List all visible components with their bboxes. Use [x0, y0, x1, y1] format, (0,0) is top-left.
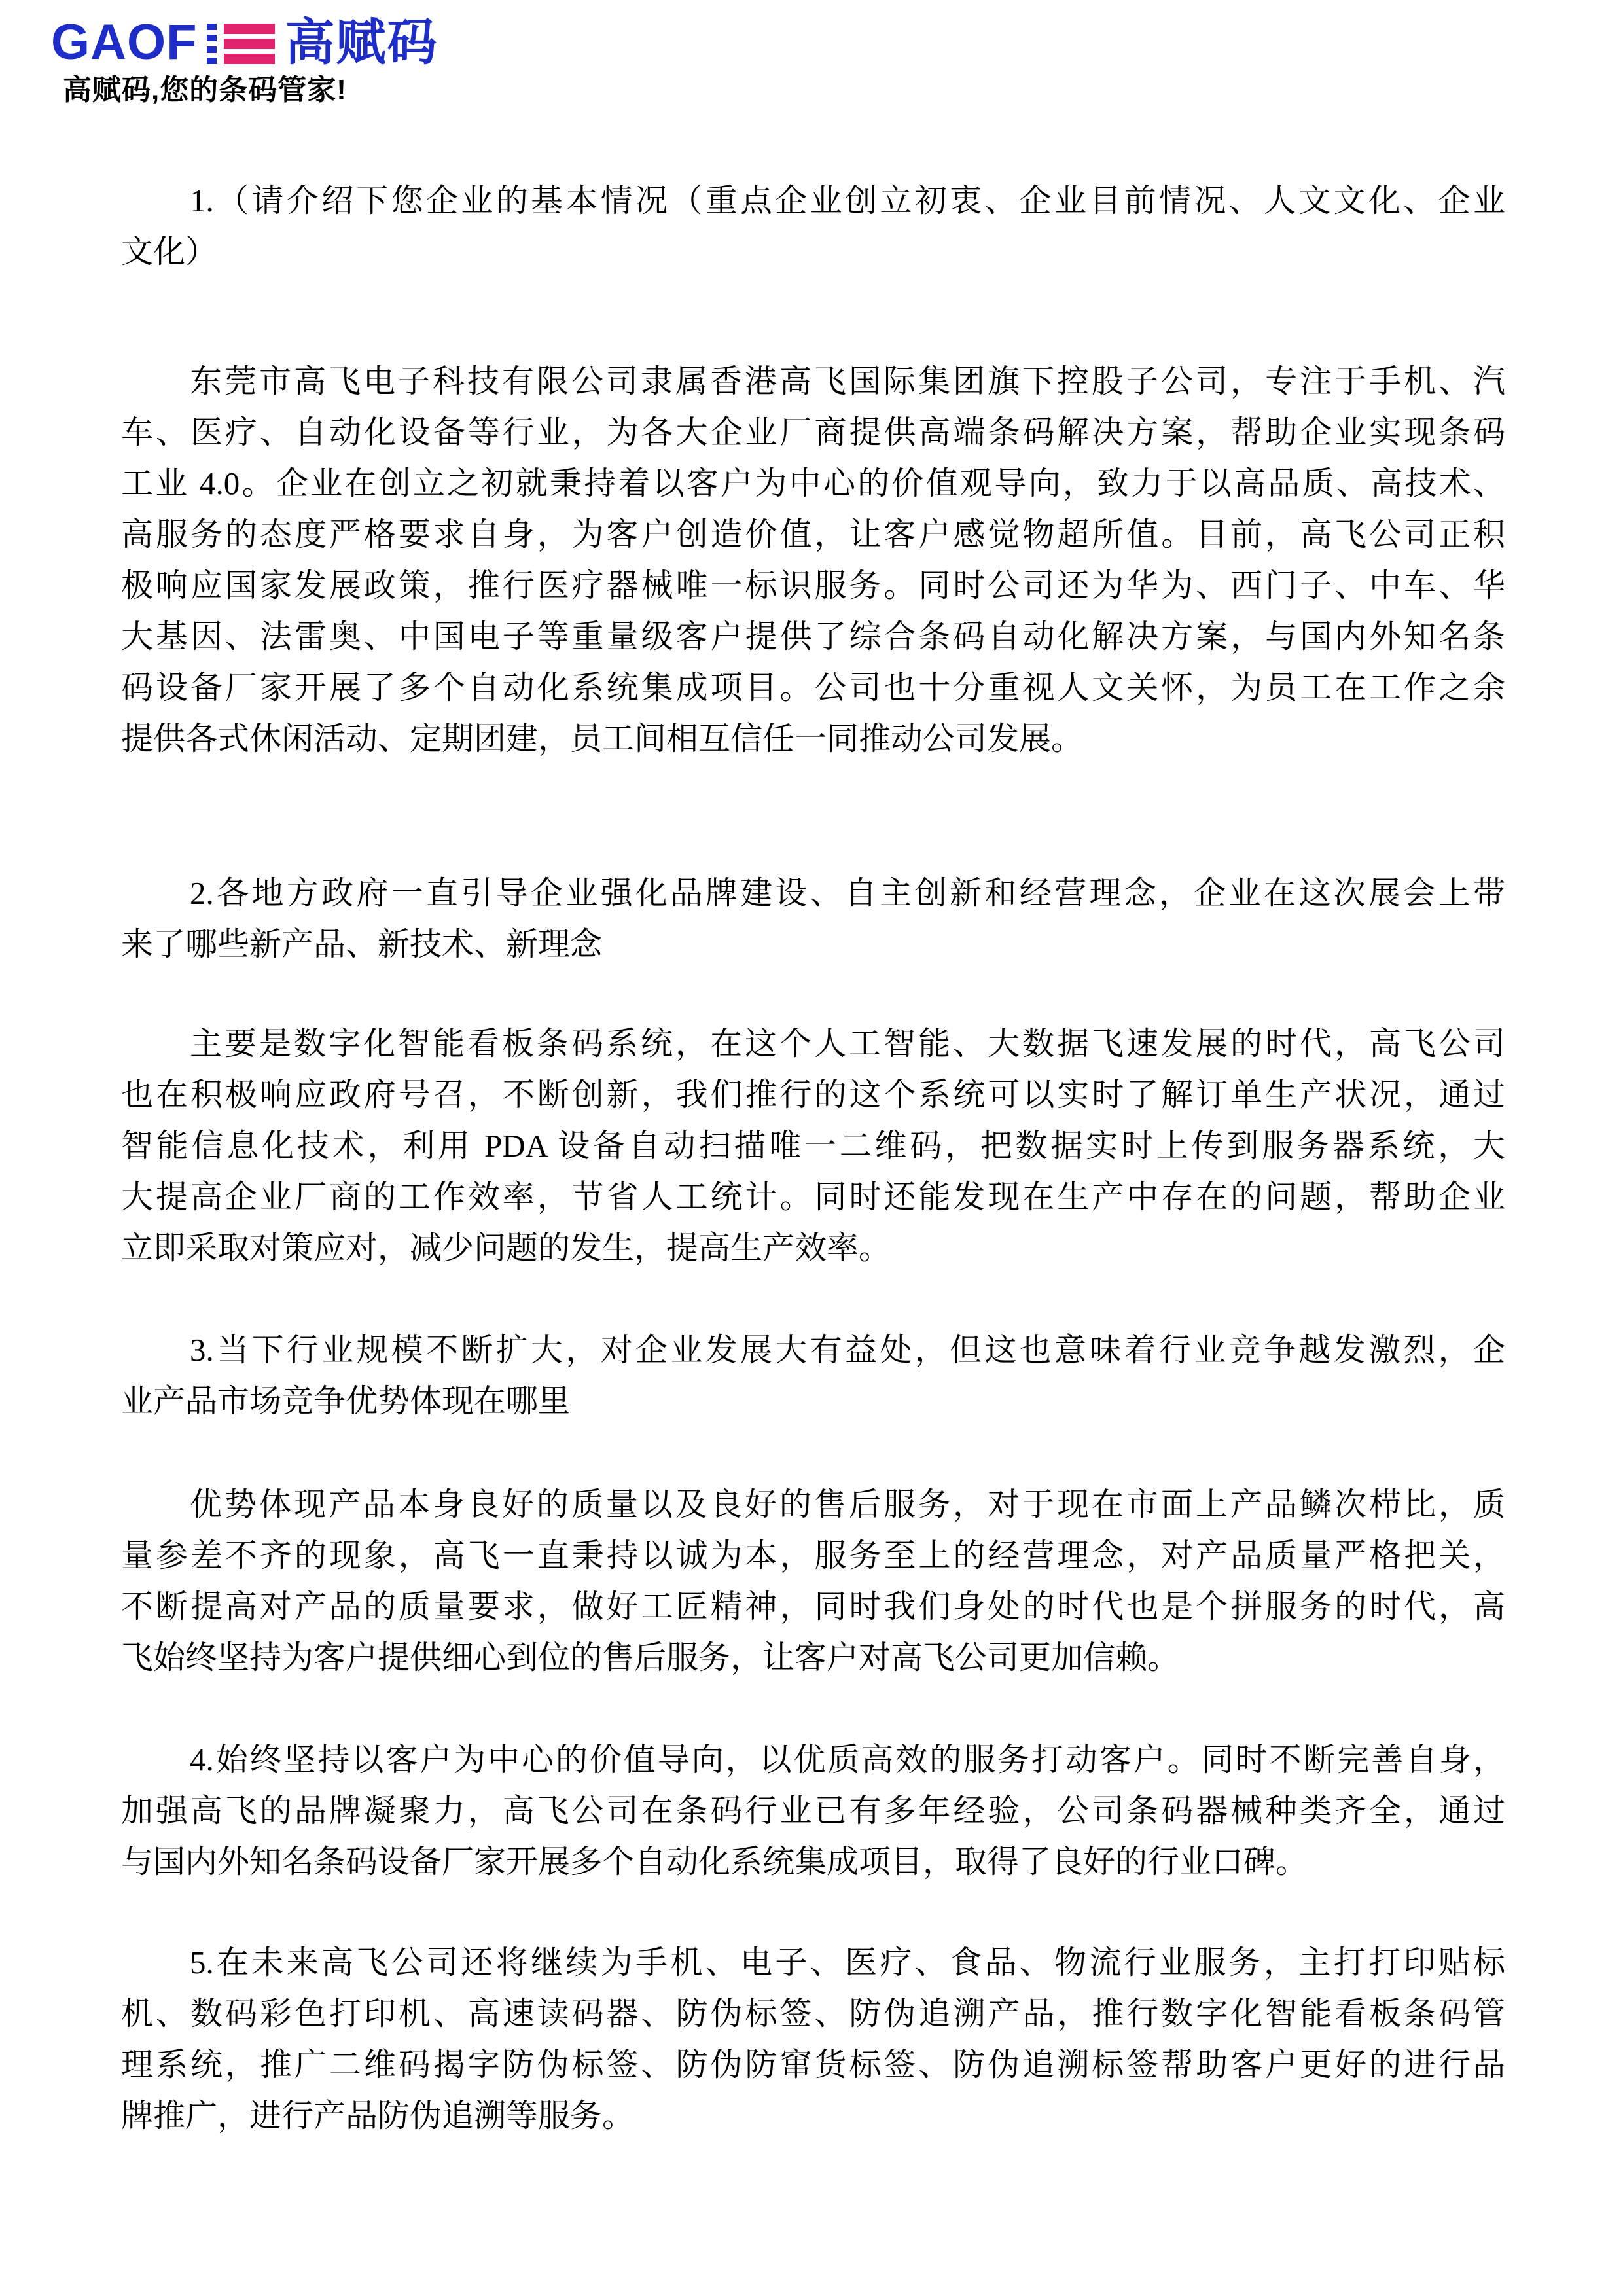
logo-e-pink-bars	[224, 24, 275, 64]
logo-header	[0, 0, 1623, 106]
text-line: 飞始终坚持为客户提供细心到位的售后服务，让客户对高飞公司更加信赖。	[121, 1640, 1180, 1676]
text-line: 大基因、法雷奥、中国电子等重量级客户提供了综合条码自动化解决方案，与国内外知名条	[121, 619, 1505, 655]
text-line: 1.（请介绍下您企业的基本情况（重点企业创立初衷、企业目前情况、人文文化、企业	[190, 183, 1505, 219]
text-line: 2.各地方政府一直引导企业强化品牌建设、自主创新和经营理念，企业在这次展会上带	[190, 875, 1505, 912]
question-2	[121, 868, 1505, 970]
paragraph-5	[121, 1937, 1505, 2142]
text-line: 东莞市高飞电子科技有限公司隶属香港高飞国际集团旗下控股子公司，专注于手机、汽	[190, 363, 1505, 400]
text-line: 高服务的态度严格要求自身，为客户创造价值，让客户感觉物超所值。目前，高飞公司正积	[121, 516, 1505, 553]
text-line: 5.在未来高飞公司还将继续为手机、电子、医疗、食品、物流行业服务，主打打印贴标	[190, 1945, 1505, 1981]
text-line: 量参差不齐的现象，高飞一直秉持以诚为本，服务至上的经营理念，对产品质量严格把关，	[121, 1537, 1505, 1574]
text-line: 不断提高对产品的质量要求，做好工匠精神，同时我们身处的时代也是个拼服务的时代，高	[121, 1588, 1505, 1625]
answer-2	[121, 1018, 1505, 1274]
text-line: 业产品市场竞争优势体现在哪里	[121, 1383, 571, 1420]
text-line: 码设备厂家开展了多个自动化系统集成项目。公司也十分重视人文关怀，为员工在工作之余	[121, 670, 1505, 706]
text-line: 来了哪些新产品、新技术、新理念	[121, 926, 603, 963]
logo-latin-text: GAOF	[51, 14, 198, 70]
text-line: 主要是数字化智能看板条码系统，在这个人工智能、大数据飞速发展的时代，高飞公司	[190, 1026, 1505, 1062]
text-line: 与国内外知名条码设备厂家开展多个自动化系统集成项目，取得了良好的行业口碑。	[121, 1844, 1308, 1880]
text-line: 机、数码彩色打印机、高速读码器、防伪标签、防伪追溯产品，推行数字化智能看板条码管	[121, 1996, 1505, 2032]
text-line: 文化）	[121, 234, 218, 270]
logo-chinese-text: 高赋码	[285, 16, 438, 71]
text-line: 加强高飞的品牌凝聚力，高飞公司在条码行业已有多年经验，公司条码器械种类齐全，通过	[121, 1793, 1505, 1829]
logo	[51, 14, 1623, 71]
text-line: 也在积极响应政府号召，不断创新，我们推行的这个系统可以实时了解订单生产状况，通过	[121, 1077, 1505, 1113]
text-line: 3.当下行业规模不断扩大，对企业发展大有益处，但这也意味着行业竞争越发激烈，企	[190, 1332, 1505, 1369]
answer-1	[121, 356, 1505, 764]
text-line: 优势体现产品本身良好的质量以及良好的售后服务，对于现在市面上产品鳞次栉比，质	[190, 1486, 1505, 1523]
text-line: 大提高企业厂商的工作效率，节省人工统计。同时还能发现在生产中存在的问题，帮助企业	[121, 1179, 1505, 1215]
question-1	[121, 175, 1505, 278]
logo-tagline: 高赋码,您的条码管家!	[63, 74, 347, 106]
text-line: 立即采取对策应对，减少问题的发生，提高生产效率。	[121, 1230, 891, 1266]
text-line: 理系统，推广二维码揭字防伪标签、防伪防窜货标签、防伪追溯标签帮助客户更好的进行品	[121, 2047, 1505, 2083]
text-line: 极响应国家发展政策，推行医疗器械唯一标识服务。同时公司还为华为、西门子、中车、华	[121, 567, 1505, 604]
logo-e-dashed-spine	[207, 24, 217, 64]
text-line: 车、医疗、自动化设备等行业，为各大企业厂商提供高端条码解决方案，帮助企业实现条码	[121, 414, 1505, 451]
question-3	[121, 1325, 1505, 1427]
logo-e-barcode-icon	[207, 24, 275, 64]
paragraph-4	[121, 1734, 1505, 1888]
answer-3	[121, 1479, 1505, 1683]
text-line: 4.始终坚持以客户为中心的价值导向，以优质高效的服务打动客户。同时不断完善自身，	[190, 1742, 1505, 1778]
document-body	[121, 175, 1505, 2142]
text-line: 工业 4.0。企业在创立之初就秉持着以客户为中心的价值观导向，致力于以高品质、高技术、	[121, 465, 1505, 502]
text-line: 牌推广，进行产品防伪追溯等服务。	[121, 2098, 635, 2134]
text-line: 智能信息化技术，利用 PDA 设备自动扫描唯一二维码，把数据实时上传到服务器系统，大	[121, 1128, 1505, 1164]
text-line: 提供各式休闲活动、定期团建，员工间相互信任一同推动公司发展。	[121, 721, 1084, 757]
